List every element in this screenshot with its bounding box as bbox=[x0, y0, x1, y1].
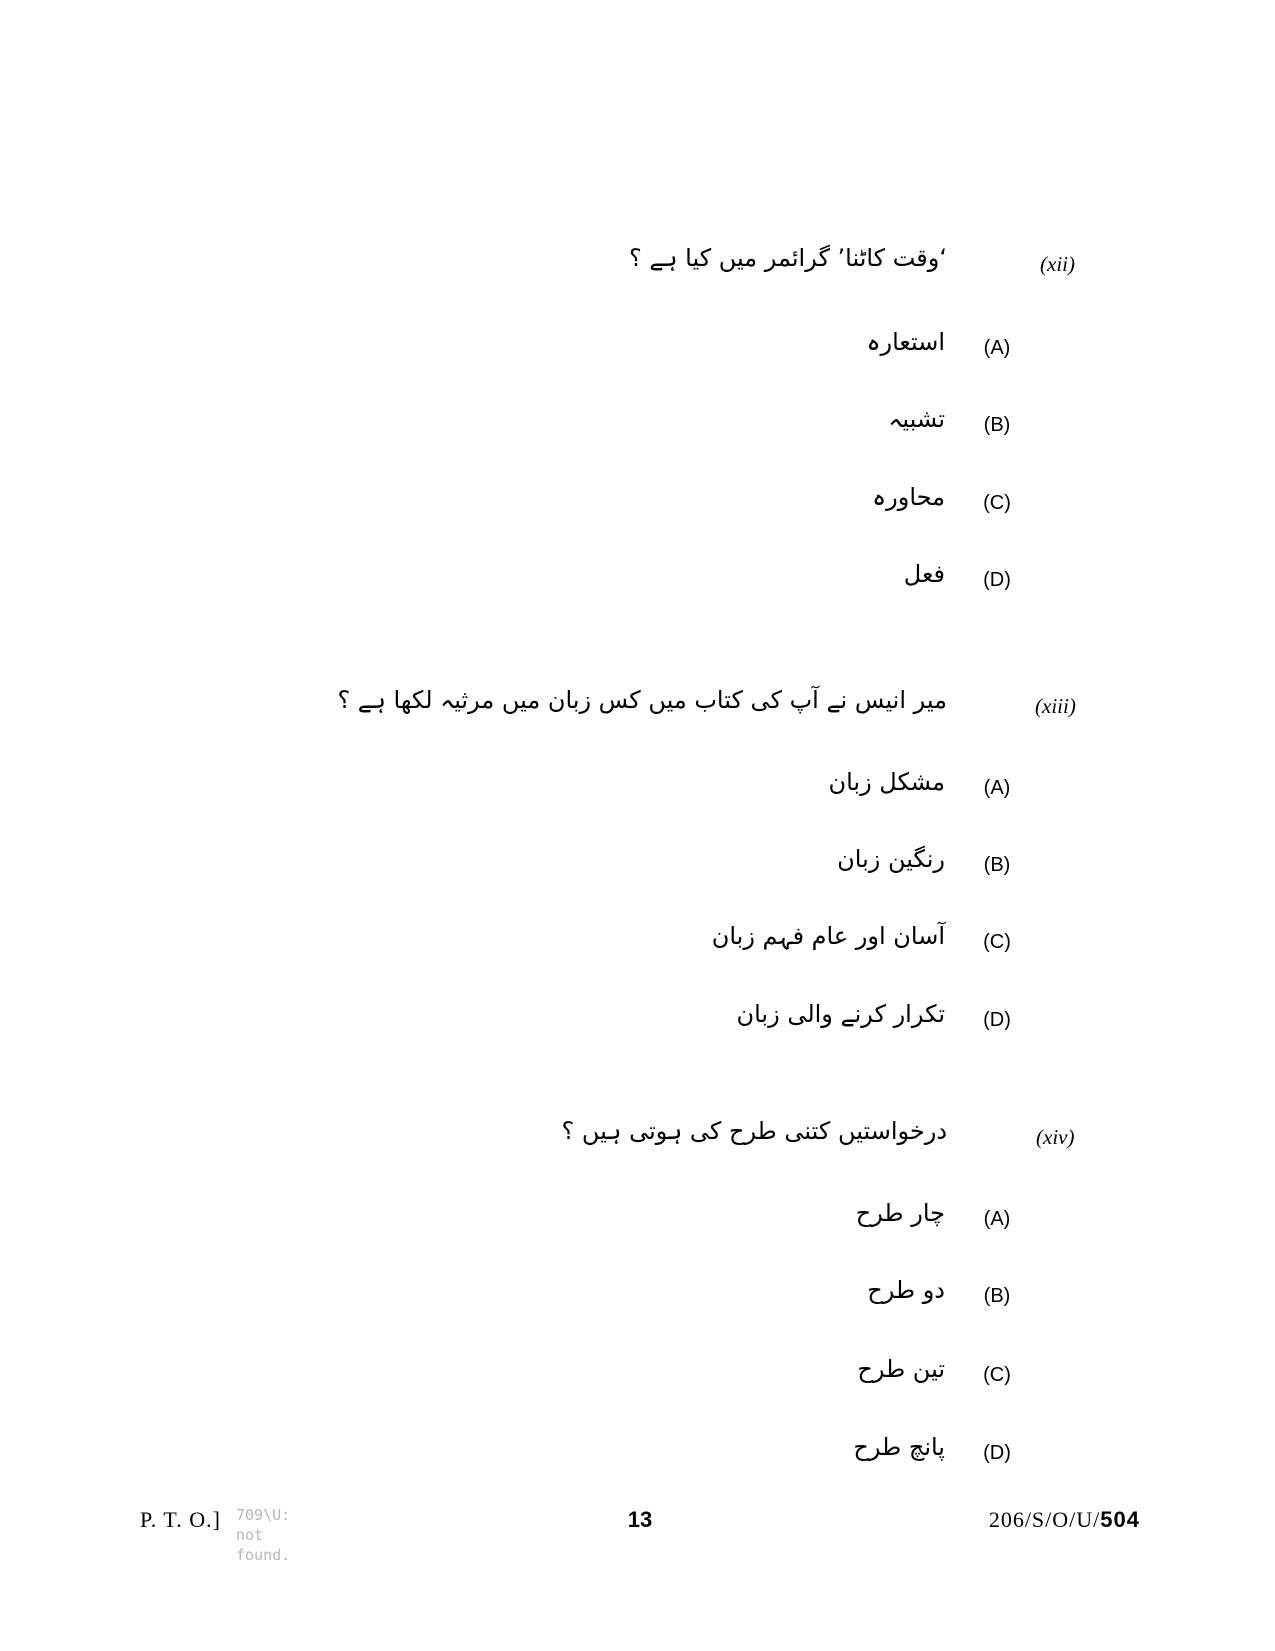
option-text: تشبیہ bbox=[888, 405, 945, 433]
option-text: محاورہ bbox=[872, 483, 945, 511]
page-number: 13 bbox=[627, 1507, 653, 1532]
paper-code-prefix: 206/S/O/U/ bbox=[988, 1507, 1101, 1532]
option-letter: (A) bbox=[983, 337, 1011, 359]
ghost-line: found. bbox=[236, 1546, 291, 1564]
ghost-line: not bbox=[236, 1526, 264, 1544]
option-text: رنگین زبان bbox=[837, 845, 945, 873]
option-letter: (D) bbox=[983, 1442, 1011, 1464]
option-letter: (C) bbox=[983, 931, 1011, 953]
option-letter: (A) bbox=[983, 1208, 1011, 1230]
option-text: تین طرح bbox=[857, 1355, 945, 1383]
question-text: میر انیس نے آپ کی کتاب میں کس زبان میں مرثیہ لکھا ہے ؟ bbox=[337, 686, 947, 714]
option-letter: (C) bbox=[983, 1364, 1011, 1386]
option-text: پانچ طرح bbox=[853, 1433, 945, 1461]
question-text: درخواستیں کتنی طرح کی ہوتی ہیں ؟ bbox=[561, 1117, 947, 1145]
option-letter: (C) bbox=[983, 492, 1011, 514]
option-letter: (A) bbox=[983, 777, 1011, 799]
option-letter: (B) bbox=[983, 414, 1011, 436]
ghost-text bbox=[236, 1505, 290, 1565]
option-text: استعارہ bbox=[866, 328, 945, 356]
question-number: (xiii) bbox=[1035, 694, 1076, 718]
question-text: ‘وقت کاٹنا’ گرائمر میں کیا ہے ؟ bbox=[629, 244, 947, 272]
option-text: آسان اور عام فہم زبان bbox=[711, 922, 945, 950]
paper-code bbox=[989, 1507, 1140, 1533]
option-letter: (D) bbox=[983, 1009, 1011, 1031]
option-letter: (B) bbox=[983, 854, 1011, 876]
question-number: (xiv) bbox=[1036, 1125, 1075, 1149]
paper-code-number: 504 bbox=[1100, 1507, 1140, 1532]
option-text: تکرار کرنے والی زبان bbox=[736, 1000, 945, 1028]
question-number: (xii) bbox=[1040, 252, 1075, 276]
pto-label: P. T. O.] bbox=[140, 1507, 221, 1532]
option-text: چار طرح bbox=[855, 1199, 945, 1227]
option-text: دو طرح bbox=[867, 1276, 945, 1304]
ghost-line: 709\U: bbox=[236, 1506, 291, 1524]
option-text: مشکل زبان bbox=[828, 768, 945, 796]
option-letter: (D) bbox=[983, 569, 1011, 591]
option-letter: (B) bbox=[983, 1285, 1011, 1307]
option-text: فعل bbox=[903, 560, 945, 588]
